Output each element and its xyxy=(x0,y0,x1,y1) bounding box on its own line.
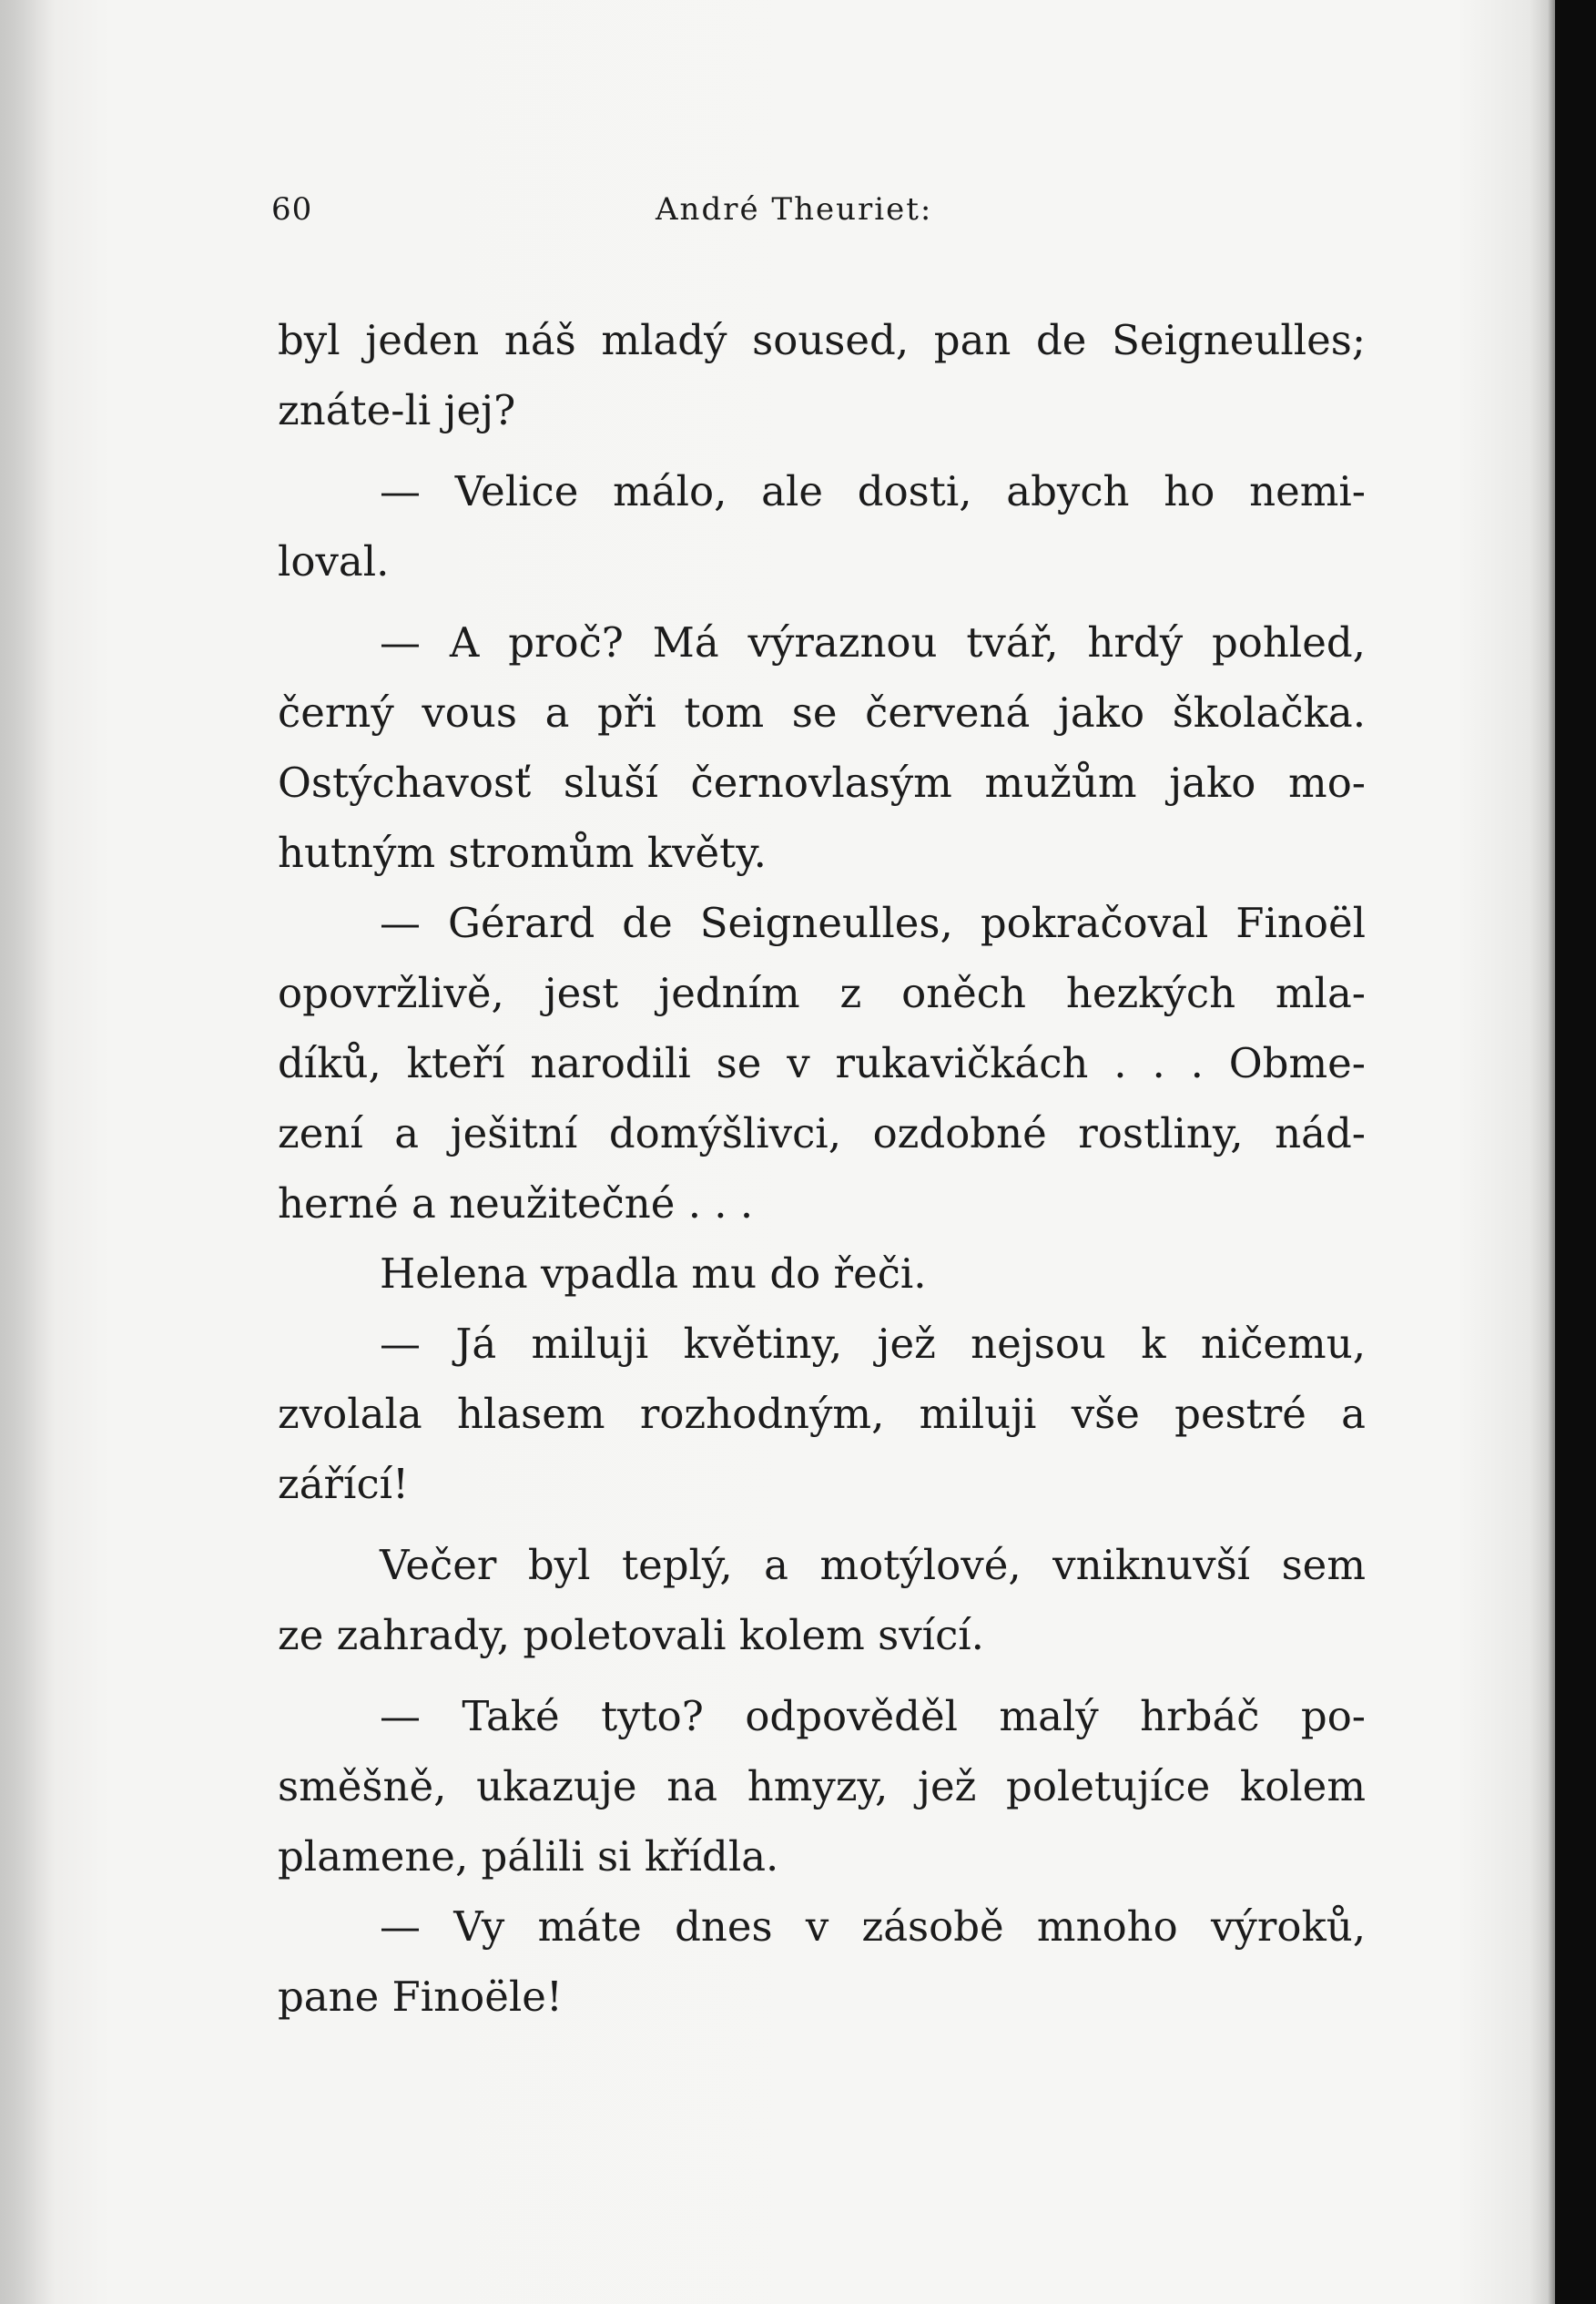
text-line: — Vy máte dnes v zásobě mnoho výroků, xyxy=(380,1902,1366,1951)
text-line: — Velice málo, ale dosti, abych ho nemi- xyxy=(380,467,1366,515)
binding-edge xyxy=(1555,0,1596,2304)
text-line: plamene, pálili si křídla. xyxy=(278,1832,779,1881)
text-line: znáte-li jej? xyxy=(278,386,516,434)
binding-shadow xyxy=(1548,0,1555,2304)
text-line: zářící! xyxy=(278,1460,410,1508)
text-line: černý vous a při tom se červená jako školačka. xyxy=(278,688,1366,737)
text-line: — Já miluji květiny, jež nejsou k ničemu, xyxy=(380,1320,1366,1368)
text-line: — Gérard de Seigneulles, pokračoval Finoël xyxy=(380,899,1366,947)
text-line: — A proč? Má výraznou tvář, hrdý pohled, xyxy=(380,618,1366,667)
text-line: pane Finoële! xyxy=(278,1973,563,2021)
text-line: herné a neužitečné . . . xyxy=(278,1179,754,1228)
text-line: zení a ješitní domýšlivci, ozdobné rostliny, nád- xyxy=(278,1109,1366,1157)
text-line: ze zahrady, poletovali kolem svící. xyxy=(278,1611,984,1659)
text-line: — Také tyto? odpověděl malý hrbáč po- xyxy=(380,1692,1366,1740)
running-head xyxy=(0,191,1596,237)
running-title: André Theuriet: xyxy=(656,191,933,228)
page-shadow xyxy=(0,0,55,2304)
text-line: Večer byl teplý, a motýlové, vniknuvší sem xyxy=(380,1541,1366,1589)
body-text xyxy=(278,305,1366,2032)
text-line: směšně, ukazuje na hmyzy, jež poletujíce kolem xyxy=(278,1762,1366,1810)
text-line: loval. xyxy=(278,537,390,586)
text-line: hutným stromům květy. xyxy=(278,829,767,877)
text-line: Helena vpadla mu do řeči. xyxy=(380,1249,927,1298)
text-line: díků, kteří narodili se v rukavičkách . . . Obme- xyxy=(278,1039,1366,1087)
page-number: 60 xyxy=(271,191,313,228)
text-line: Ostýchavosť sluší černovlasým mužům jako mo- xyxy=(278,759,1366,807)
text-line: byl jeden náš mladý soused, pan de Seigneulles; xyxy=(278,316,1366,364)
text-line: opovržlivě, jest jedním z oněch hezkých mla- xyxy=(278,969,1366,1017)
text-line: zvolala hlasem rozhodným, miluji vše pestré a xyxy=(278,1390,1366,1438)
